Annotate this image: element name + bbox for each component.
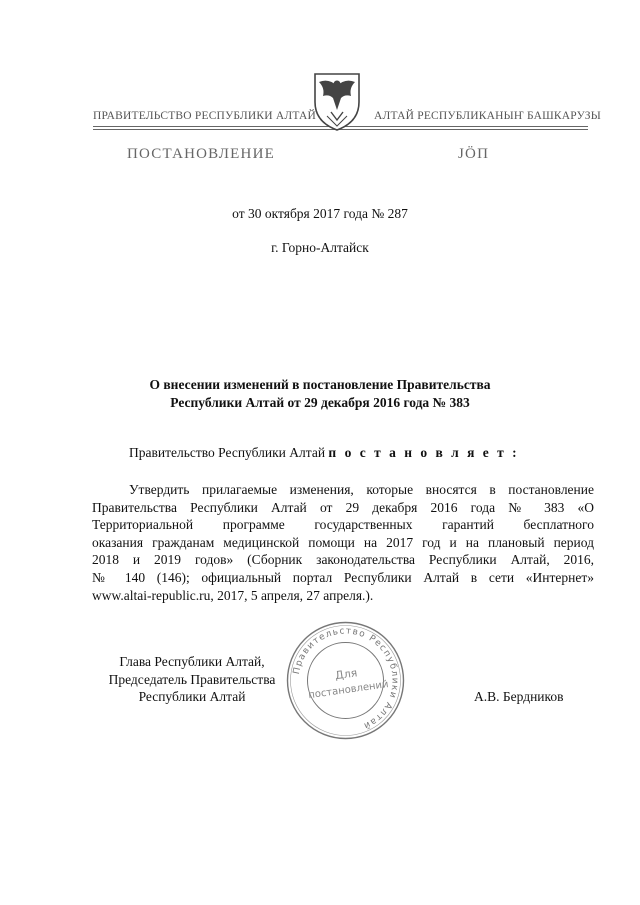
header-right-title: АЛТАЙ РЕСПУБЛИКАНЫҤ БАШКАРУЗЫ bbox=[374, 110, 601, 122]
body-line: www.altai-republic.ru, 2017, 5 апреля, 27 апреля.). bbox=[92, 587, 374, 603]
header-left-title: ПРАВИТЕЛЬСТВО РЕСПУБЛИКИ АЛТАЙ bbox=[93, 110, 317, 122]
document-city: г. Горно-Алтайск bbox=[271, 240, 369, 255]
body-line: оказания гражданам медицинской помощи на 2017 год и на плановый период bbox=[92, 534, 594, 550]
doc-type-ru: ПОСТАНОВЛЕНИЕ bbox=[127, 146, 275, 162]
stamp-inner-line2: постановлений bbox=[307, 679, 390, 702]
body-paragraph bbox=[92, 481, 594, 604]
coat-of-arms-icon bbox=[307, 66, 367, 134]
signatory-position bbox=[92, 653, 292, 706]
body-line: Правительства Республики Алтай от 29 декабря 2016 года № 383 «О bbox=[92, 499, 594, 515]
body-line: № 140 (146); официальный портал Республики Алтай в сети «Интернет» bbox=[92, 569, 594, 585]
signatory-position-line3: Республики Алтай bbox=[138, 689, 246, 705]
doc-type-alt: JӦП bbox=[458, 146, 490, 162]
document-title bbox=[0, 376, 640, 412]
decree-subject: Правительство Республики Алтай bbox=[129, 445, 326, 460]
official-stamp bbox=[283, 618, 408, 743]
signatory-name: А.В. Бердников bbox=[474, 689, 564, 704]
signatory-position-line1: Глава Республики Алтай, bbox=[119, 654, 265, 669]
decree-verb: п о с т а н о в л я е т : bbox=[328, 445, 520, 460]
signatory-position-line2: Председатель Правительства bbox=[108, 671, 276, 687]
body-line: Территориальной программе государственных гарантий бесплатного bbox=[92, 517, 594, 533]
stamp-inner-line1: Для bbox=[334, 666, 359, 683]
decree-line bbox=[129, 445, 519, 461]
body-line: 2018 и 2019 годов» (Сборник законодательства Республики Алтай, 2016, bbox=[92, 552, 594, 568]
document-date-number: от 30 октября 2017 года № 287 bbox=[232, 206, 408, 221]
document-title-line2: Республики Алтай от 29 декабря 2016 года № 383 bbox=[170, 395, 470, 410]
document-title-line1: О внесении изменений в постановление Правительства bbox=[149, 377, 491, 392]
stamp-ring-text: Правительство Республики Алтай bbox=[291, 626, 400, 731]
body-line: Утвердить прилагаемые изменения, которые вносятся в постановление bbox=[129, 482, 594, 497]
